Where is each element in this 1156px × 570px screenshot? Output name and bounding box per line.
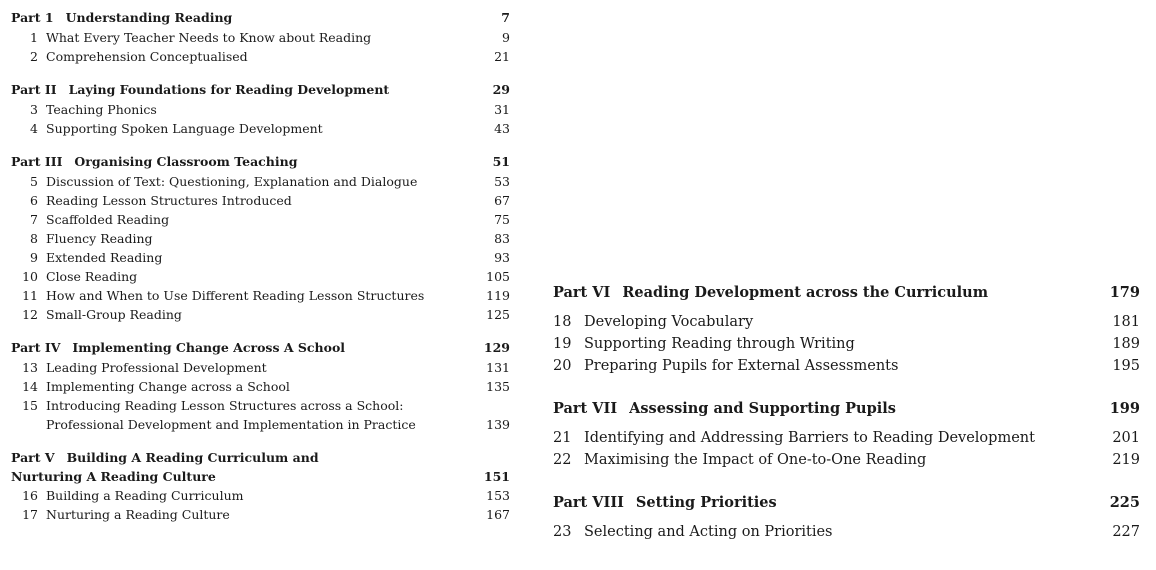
- chapter-page: 219: [1112, 452, 1140, 468]
- chapter-number: 18: [553, 314, 572, 330]
- toc-entry[interactable]: [11, 358, 510, 377]
- chapter-number: 4: [30, 121, 38, 136]
- chapter-title: Nurturing a Reading Culture: [46, 507, 230, 522]
- part-label: Part 1: [11, 10, 54, 25]
- chapter-page: 125: [486, 307, 510, 322]
- part-label: Part VI: [553, 284, 611, 301]
- chapter-page: 167: [486, 507, 510, 522]
- part-title: Building A Reading Curriculum and: [66, 450, 319, 465]
- chapter-title: Small-Group Reading: [46, 307, 182, 322]
- chapter-title: Building a Reading Curriculum: [46, 488, 244, 503]
- toc-entry[interactable]: [553, 521, 1140, 543]
- toc-entry[interactable]: [11, 210, 510, 229]
- chapter-number: 22: [553, 452, 572, 468]
- part-heading[interactable]: [11, 152, 510, 172]
- part-title-continued: Nurturing A Reading Culture: [11, 469, 216, 484]
- part-label: Part V: [11, 450, 55, 465]
- chapter-page: 83: [494, 231, 510, 246]
- toc-entry[interactable]: [11, 396, 510, 434]
- chapter-number: 13: [22, 360, 38, 375]
- toc-entry[interactable]: [11, 505, 510, 524]
- toc-right-column: [553, 283, 1140, 543]
- chapter-number: 17: [22, 507, 38, 522]
- chapter-number: 10: [22, 269, 38, 284]
- chapter-title: Teaching Phonics: [46, 102, 157, 117]
- part-label: Part II: [11, 82, 57, 97]
- part-label: Part IV: [11, 340, 61, 355]
- chapter-title: Supporting Spoken Language Development: [46, 121, 323, 136]
- toc-entry[interactable]: [11, 172, 510, 191]
- part-title: Organising Classroom Teaching: [74, 154, 298, 169]
- chapter-title: Comprehension Conceptualised: [46, 49, 248, 64]
- chapter-number: 15: [22, 398, 38, 413]
- toc-entry[interactable]: [11, 100, 510, 119]
- chapter-number: 14: [22, 379, 38, 394]
- chapter-page: 195: [1112, 358, 1140, 374]
- chapter-title: Identifying and Addressing Barriers to Reading Development: [584, 430, 1035, 446]
- part-heading[interactable]: [553, 399, 1140, 419]
- chapter-title: Scaffolded Reading: [46, 212, 170, 227]
- part-label: Part VII: [553, 400, 618, 417]
- chapter-title: Developing Vocabulary: [584, 314, 754, 330]
- chapter-number: 2: [30, 49, 38, 64]
- chapter-title: Leading Professional Development: [46, 360, 267, 375]
- toc-entry[interactable]: [11, 286, 510, 305]
- chapter-page: 21: [494, 49, 510, 64]
- part-page: 199: [1109, 400, 1140, 417]
- chapter-page: 135: [486, 379, 510, 394]
- chapter-number: 21: [553, 430, 572, 446]
- chapter-title: How and When to Use Different Reading Lesson Structures: [46, 288, 425, 303]
- toc-entry[interactable]: [553, 427, 1140, 449]
- part-page: 151: [483, 469, 510, 484]
- part-title: Reading Development across the Curriculum: [622, 284, 989, 301]
- chapter-page: 189: [1112, 336, 1140, 352]
- chapter-number: 5: [30, 174, 38, 189]
- chapter-page: 31: [494, 102, 510, 117]
- chapter-number: 16: [22, 488, 38, 503]
- toc-entry[interactable]: [11, 28, 510, 47]
- chapter-title: Selecting and Acting on Priorities: [584, 524, 833, 540]
- part-page: 7: [501, 10, 510, 25]
- part-title: Setting Priorities: [635, 494, 777, 511]
- part-heading[interactable]: [11, 448, 510, 486]
- chapter-page: 119: [486, 288, 510, 303]
- toc-entry[interactable]: [11, 486, 510, 505]
- toc-entry[interactable]: [11, 47, 510, 66]
- part-label: Part VIII: [553, 494, 624, 511]
- chapter-number: 11: [22, 288, 38, 303]
- toc-entry[interactable]: [11, 191, 510, 210]
- toc-entry[interactable]: [11, 248, 510, 267]
- chapter-number: 12: [22, 307, 38, 322]
- chapter-number: 19: [553, 336, 572, 352]
- chapter-number: 7: [30, 212, 38, 227]
- chapter-number: 20: [553, 358, 572, 374]
- chapter-title: What Every Teacher Needs to Know about Reading: [46, 30, 372, 45]
- chapter-title: Close Reading: [46, 269, 138, 284]
- chapter-page: 201: [1112, 430, 1140, 446]
- toc-entry[interactable]: [553, 355, 1140, 377]
- part-heading[interactable]: [11, 8, 510, 28]
- toc-entry[interactable]: [553, 333, 1140, 355]
- chapter-title: Maximising the Impact of One-to-One Reading: [584, 452, 927, 468]
- toc-left-column: [11, 8, 510, 524]
- part-heading[interactable]: [553, 493, 1140, 513]
- chapter-title: Fluency Reading: [46, 231, 153, 246]
- chapter-number: 3: [30, 102, 38, 117]
- chapter-page: 131: [486, 360, 510, 375]
- chapter-page: 139: [486, 417, 510, 432]
- part-title: Assessing and Supporting Pupils: [629, 400, 896, 417]
- chapter-title: Implementing Change across a School: [46, 379, 290, 394]
- chapter-page: 181: [1112, 314, 1140, 330]
- part-page: 51: [492, 154, 510, 169]
- chapter-page: 75: [494, 212, 510, 227]
- part-label: Part III: [11, 154, 63, 169]
- part-page: 129: [483, 340, 510, 355]
- toc-entry[interactable]: [11, 267, 510, 286]
- chapter-page: 9: [502, 30, 510, 45]
- toc-entry[interactable]: [11, 119, 510, 138]
- chapter-title: Introducing Reading Lesson Structures across a School:: [46, 398, 404, 413]
- chapter-number: 9: [30, 250, 38, 265]
- part-title: Implementing Change Across A School: [72, 340, 346, 355]
- part-title: Understanding Reading: [65, 10, 233, 25]
- chapter-title: Discussion of Text: Questioning, Explanation and Dialogue: [46, 174, 418, 189]
- chapter-number: 1: [30, 30, 38, 45]
- chapter-title: Preparing Pupils for External Assessments: [584, 358, 899, 374]
- chapter-page: 227: [1112, 524, 1140, 540]
- chapter-page: 153: [486, 488, 510, 503]
- part-heading[interactable]: [11, 80, 510, 100]
- part-heading[interactable]: [11, 338, 510, 358]
- part-page: 179: [1109, 284, 1140, 301]
- chapter-page: 53: [494, 174, 510, 189]
- chapter-page: 67: [494, 193, 510, 208]
- toc-entry[interactable]: [553, 449, 1140, 471]
- chapter-number: 6: [30, 193, 38, 208]
- part-page: 225: [1109, 494, 1140, 511]
- toc-entry[interactable]: [11, 229, 510, 248]
- chapter-number: 23: [553, 524, 572, 540]
- chapter-title: Reading Lesson Structures Introduced: [46, 193, 292, 208]
- part-page: 29: [492, 82, 510, 97]
- chapter-number: 8: [30, 231, 38, 246]
- part-title: Laying Foundations for Reading Development: [68, 82, 390, 97]
- chapter-title: Extended Reading: [46, 250, 163, 265]
- chapter-page: 93: [494, 250, 510, 265]
- chapter-title: Supporting Reading through Writing: [584, 336, 855, 352]
- chapter-title-continued: Professional Development and Implementation in Practice: [46, 417, 416, 432]
- toc-entry[interactable]: [553, 311, 1140, 333]
- part-heading[interactable]: [553, 283, 1140, 303]
- chapter-page: 105: [486, 269, 510, 284]
- toc-entry[interactable]: [11, 305, 510, 324]
- chapter-page: 43: [494, 121, 510, 136]
- toc-entry[interactable]: [11, 377, 510, 396]
